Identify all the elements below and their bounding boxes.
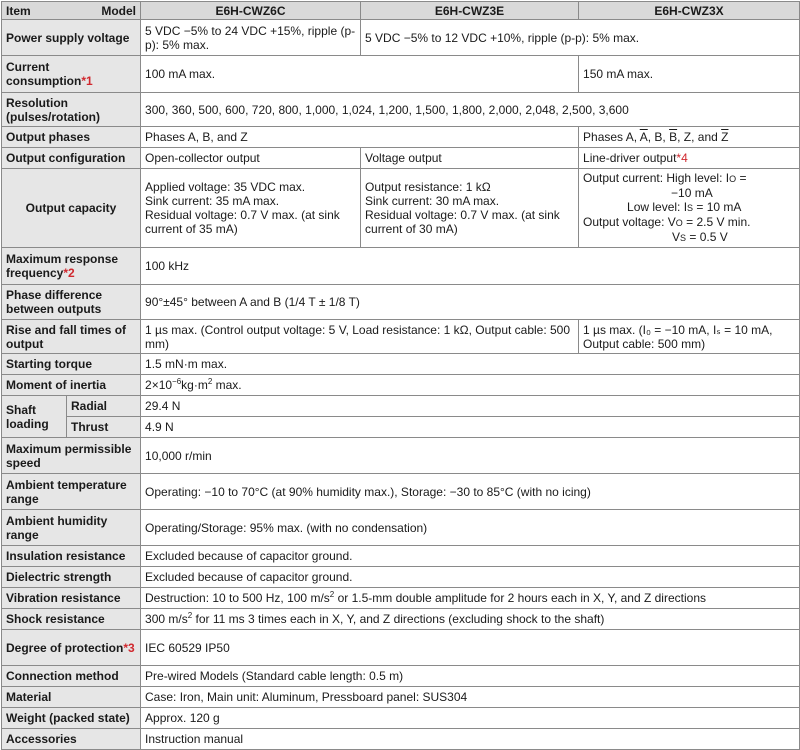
insulation-value: Excluded because of capacitor ground. (141, 546, 800, 567)
material-label: Material (2, 687, 141, 708)
material-value: Case: Iron, Main unit: Aluminum, Pressboard panel: SUS304 (141, 687, 800, 708)
output-config-c2: Voltage output (361, 148, 579, 169)
output-phases-c12: Phases A, B, and Z (141, 127, 579, 148)
output-config-label: Output configuration (2, 148, 141, 169)
spec-table (1, 1, 800, 750)
row-dielectric (2, 567, 800, 588)
row-weight (2, 708, 800, 729)
output-phases-label: Output phases (2, 127, 141, 148)
power-supply-label: Power supply voltage (2, 20, 141, 56)
resolution-value: 300, 360, 500, 600, 720, 800, 1,000, 1,024, 1,200, 1,500, 1,800, 2,000, 2,048, 2,500, 3,600 (141, 93, 800, 127)
output-capacity-label: Output capacity (2, 169, 141, 248)
power-supply-c23: 5 VDC −5% to 12 VDC +10%, ripple (p-p): 5% max. (361, 20, 800, 56)
shock-value: 300 $m/s^2$ for 11 ms 3 times each in X, Y, and Z directions (excluding shock to the shaft) (141, 609, 800, 630)
row-output-capacity (2, 169, 800, 248)
output-phases-c3: Phases A, $\overline{A}$, B, $\overline{B}$, Z, and $\overline{Z}$ (579, 127, 800, 148)
item-model-header (2, 2, 141, 20)
model-col-1: E6H-CWZ6C (141, 2, 361, 20)
row-accessories (2, 729, 800, 750)
row-connection (2, 666, 800, 687)
dielectric-value: Excluded because of capacitor ground. (141, 567, 800, 588)
starting-torque-value: 1.5 mN·m max. (141, 354, 800, 375)
row-material (2, 687, 800, 708)
shaft-loading-label: Shaft loading (2, 396, 67, 438)
row-resolution (2, 93, 800, 127)
note-3: *3 (123, 640, 135, 655)
current-c12: 100 mA max. (141, 56, 579, 93)
resolution-label: Resolution (pulses/rotation) (2, 93, 141, 127)
row-power-supply (2, 20, 800, 56)
row-shock (2, 609, 800, 630)
output-capacity-c3: Output current: High level: IO = −10 mA Low level: IS = 10 mA Output voltage: VO = 2.5 V min. VS = 0.5 V (579, 169, 800, 248)
output-capacity-c2: Output resistance: 1 kΩ Sink current: 30 mA max. Residual voltage: 0.7 V max. (at sink current of 30 mA) (361, 169, 579, 248)
row-insulation (2, 546, 800, 567)
row-ambient-hum (2, 510, 800, 546)
row-output-config (2, 148, 800, 169)
radial-value: 29.4 N (141, 396, 800, 417)
ambient-hum-value: Operating/Storage: 95% max. (with no condensation) (141, 510, 800, 546)
row-rise-fall (2, 320, 800, 354)
connection-label: Connection method (2, 666, 141, 687)
phase-diff-value: 90°±45° between A and B (1/4 T ± 1/8 T) (141, 285, 800, 320)
vibration-value: Destruction: 10 to 500 Hz, 100 $m/s^2$ or 1.5-mm double amplitude for 2 hours each in X, Y, and Z directions (141, 588, 800, 609)
row-max-response (2, 248, 800, 285)
row-phase-diff (2, 285, 800, 320)
starting-torque-label: Starting torque (2, 354, 141, 375)
dielectric-label: Dielectric strength (2, 567, 141, 588)
accessories-value: Instruction manual (141, 729, 800, 750)
inertia-value: $2\times 10^{-6}kg\cdot m^2$ max. (141, 375, 800, 396)
rise-fall-label: Rise and fall times of output (2, 320, 141, 354)
header-row (2, 2, 800, 20)
current-c3: 150 mA max. (579, 56, 800, 93)
item-header: Item (6, 3, 31, 18)
connection-value: Pre-wired Models (Standard cable length: 0.5 m) (141, 666, 800, 687)
row-protection (2, 630, 800, 666)
note-1: *1 (81, 74, 93, 88)
model-header: Model (101, 3, 137, 18)
max-speed-value: 10,000 r/min (141, 438, 800, 474)
model-col-3: E6H-CWZ3X (579, 2, 800, 20)
rise-fall-c3: 1 µs max. (I₀ = −10 mA, Iₛ = 10 mA, Output cable: 500 mm) (579, 320, 800, 354)
phase-diff-label: Phase difference between outputs (2, 285, 141, 320)
max-response-label: Maximum response frequency*2 (2, 248, 141, 285)
vibration-label: Vibration resistance (2, 588, 141, 609)
note-4: *4 (676, 151, 688, 165)
shock-label: Shock resistance (2, 609, 141, 630)
radial-label: Radial (67, 396, 141, 417)
output-capacity-c1: Applied voltage: 35 VDC max. Sink current: 35 mA max. Residual voltage: 0.7 V max. (at sink current of 35 mA) (141, 169, 361, 248)
max-response-value: 100 kHz (141, 248, 800, 285)
weight-value: Approx. 120 g (141, 708, 800, 729)
row-inertia (2, 375, 800, 396)
thrust-value: 4.9 N (141, 417, 800, 438)
row-current (2, 56, 800, 93)
model-col-2: E6H-CWZ3E (361, 2, 579, 20)
row-starting-torque (2, 354, 800, 375)
rise-fall-c12: 1 µs max. (Control output voltage: 5 V, Load resistance: 1 kΩ, Output cable: 500 mm) (141, 320, 579, 354)
note-2: *2 (63, 266, 75, 280)
row-shaft-thrust (2, 417, 800, 438)
output-config-c1: Open-collector output (141, 148, 361, 169)
inertia-label: Moment of inertia (2, 375, 141, 396)
row-shaft-radial (2, 396, 800, 417)
accessories-label: Accessories (2, 729, 141, 750)
protection-label: Degree of protection*3 (2, 630, 141, 666)
current-label: Current consumption*1 (2, 56, 141, 93)
row-max-speed (2, 438, 800, 474)
power-supply-c1: 5 VDC −5% to 24 VDC +15%, ripple (p-p): 5% max. (141, 20, 361, 56)
output-config-c3: Line-driver output*4 (579, 148, 800, 169)
ambient-temp-label: Ambient temperature range (2, 474, 141, 510)
insulation-label: Insulation resistance (2, 546, 141, 567)
protection-value: IEC 60529 IP50 (141, 630, 800, 666)
weight-label: Weight (packed state) (2, 708, 141, 729)
max-speed-label: Maximum permissible speed (2, 438, 141, 474)
ambient-temp-value: Operating: −10 to 70°C (at 90% humidity max.), Storage: −30 to 85°C (with no icing) (141, 474, 800, 510)
row-output-phases (2, 127, 800, 148)
ambient-hum-label: Ambient humidity range (2, 510, 141, 546)
row-ambient-temp (2, 474, 800, 510)
row-vibration (2, 588, 800, 609)
thrust-label: Thrust (67, 417, 141, 438)
